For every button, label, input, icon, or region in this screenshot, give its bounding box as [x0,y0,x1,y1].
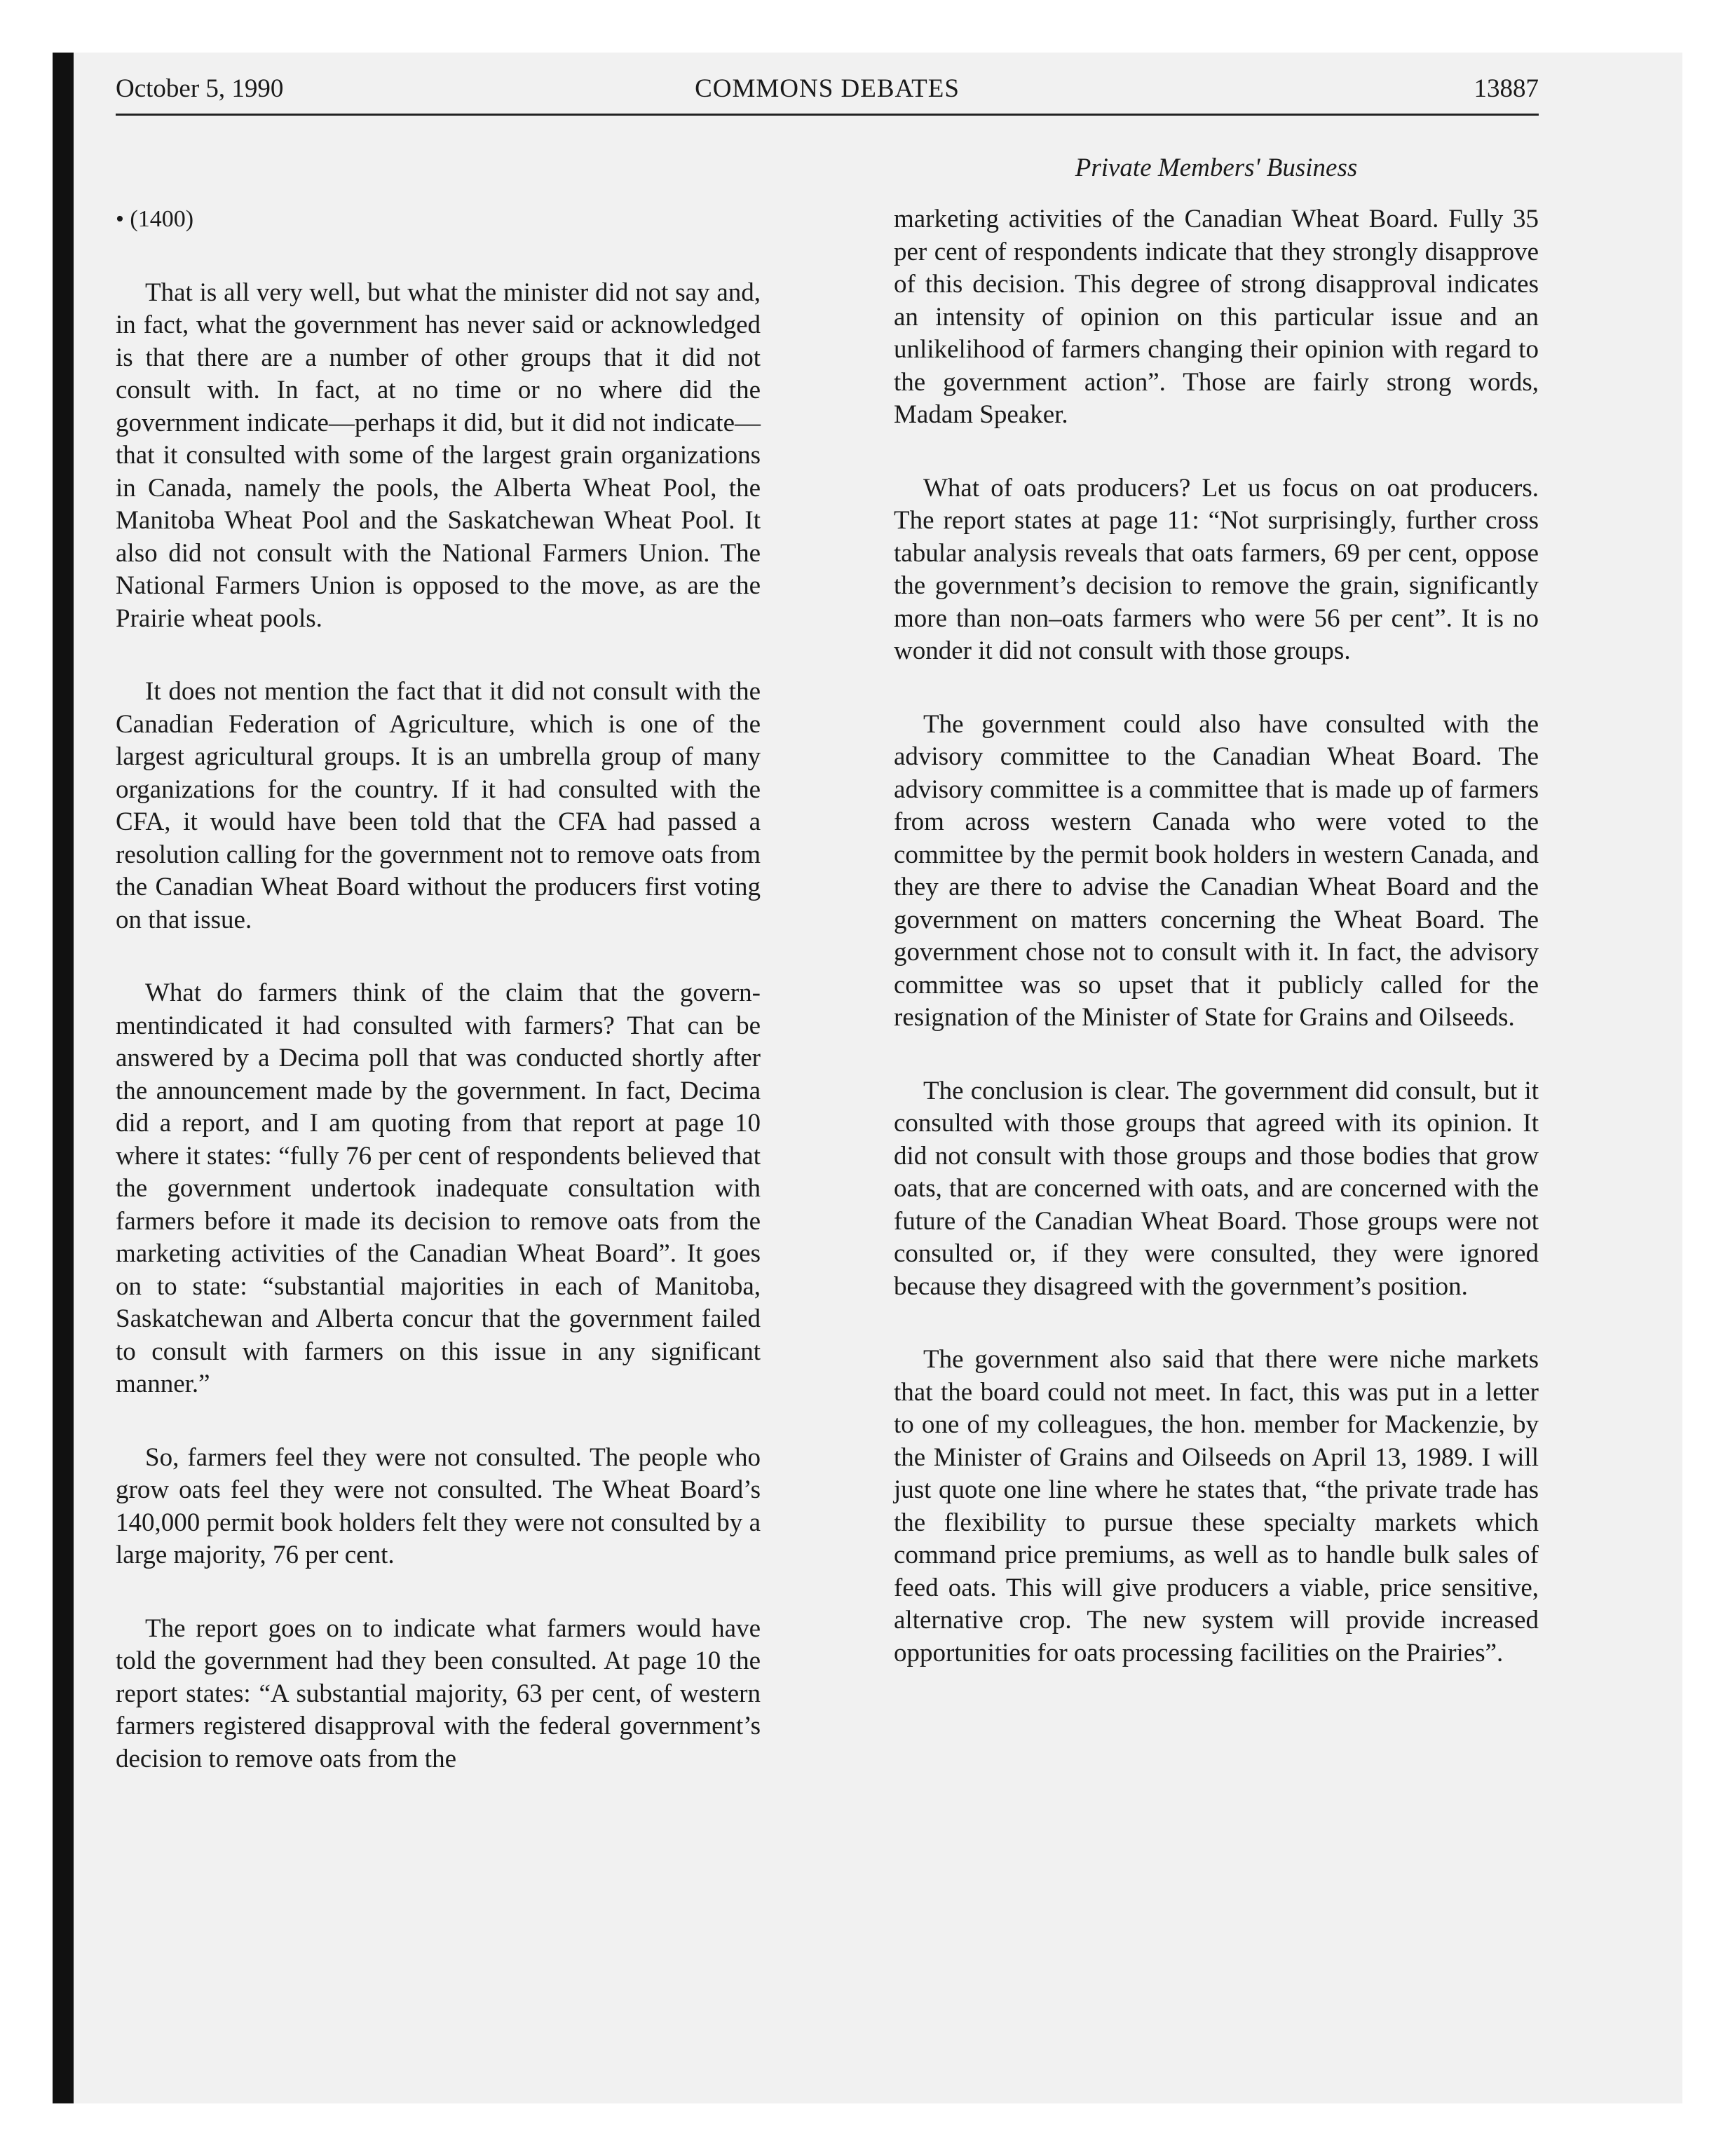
paragraph: What of oats producers? Let us focus on oat producers. The report states at page 11: “Not surprisingly, further cross tabular analysis reveals that oats farmers, 69 per cent, oppose the government’s decision to remove the grain, significantly more than non–oats farmers who were 56 per cent”. It is no wonder it did not consult with those groups. [894,473,1539,665]
paragraph: The conclusion is clear. The government did consult, but it consulted with those groups that agreed with its opinion. It did not consult with those groups and those bodies that grow oats, that are concerned with oats, and are concerned with the future of the Canadian Wheat Board. Those groups were not consulted or, if they were consulted, they were ignored because they disagreed with the government’s position. [894,1076,1539,1301]
paragraph-continuation: marketing activities of the Canadian Wheat Board. Fully 35 per cent of respondents indicate that they strongly disapprove of this decision. This degree of strong disapproval indicates an intensity of opinion on this particular issue and an unlikelihood of farmers changing their opinion with regard to the government action”. Those are fairly strong words, Madam Speaker. [894,205,1539,429]
header-date: October 5, 1990 [116,74,284,103]
right-column [894,203,1539,1710]
paragraph: The report goes on to indicate what farmers would have told the government had they been consulted. At page 10 the report states: “A substantial majority, 63 per cent, of western farmers registered disapproval with the federal government’s decision to remove oats from the [116,1613,761,1773]
left-column [116,203,761,1816]
paragraph: The government also said that there were niche markets that the board could not meet. In fact, this was put in a letter to one of my colleagues, the hon. member for Mackenzie, by the Minister of Grains and Oilseeds on April 13, 1989. I will just quote one line where he states that, “the private trade has the flexibility to pursue these specialty markets which command price premiums, as well as to handle bulk sales of feed oats. This will give producers a viable, price sensitive, alternative crop. The new system will provide increased opportunities for oats processing facilities on the Prairies”. [894,1345,1539,1667]
header-title: COMMONS DEBATES [695,74,960,103]
paragraph: So, farmers feel they were not consulted. The people who grow oats feel they were not consulted. The Wheat Board’s 140,000 permit book holders felt they were not consulted by a large majority, 76 per cent. [116,1442,761,1569]
paragraph: It does not mention the fact that it did not consult with the Canadian Federation of Agriculture, which is one of the largest agricultural groups. It is an umbrella group of many organizations for the country. If it had consulted with the CFA, it would have been told that the CFA had passed a resolution calling for the government not to remove oats from the Canadian Wheat Board without the producers first voting on that issue. [116,677,761,934]
paragraph: The government could also have consulted with the advisory committee to the Canadian Wheat Board. The advisory committee is a committee that is made up of farmers from across western Canada who were voted to the committee by the permit book holders in western Canada, and they are there to advise the Canadian Wheat Board and the government on matters concerning the Wheat Board. The government chose not to consult with it. In fact, the advisory committee was so upset that it publicly called for the resignation of the Minister of State for Grains and Oilseeds. [894,709,1539,1032]
paragraph: That is all very well, but what the minister did not say and, in fact, what the government has never said or acknowledged is that there are a number of other groups that it did not consult with. In fact, at no time or no where did the government indicate—perhaps it did, but it did not indicate—that it consulted with some of the largest grain organizations in Canada, namely the pools, the Alberta Wheat Pool, the Manitoba Wheat Pool and the Saskatchewan Wheat Pool. It also did not consult with the National Farmers Union. The National Farmers Union is opposed to the move, as are the Prairie wheat pools. [116,278,761,633]
header-page-number: 13887 [1474,74,1539,103]
section-heading: Private Members' Business [1075,153,1358,182]
header-rule [116,114,1539,116]
page-header [116,74,1539,116]
time-marker: • (1400) [116,206,194,232]
scan-edge-shadow [53,53,74,2103]
paragraph: What do farmers think of the claim that the governmentindicated it had consulted with farmers? That can be answered by a Decima poll that was conducted shortly after the announcement made by the government. In fact, Decima did a report, and I am quoting from that report at page 10 where it states: “fully 76 per cent of respondents believed that the government undertook inadequate consultation with farmers before it made its decision to remove oats from the marketing activities of the Canadian Wheat Board”. It goes on to state: “substantial majorities in each of Manitoba, Saskatchewan and Alberta concur that the government failed to consult with farmers on this issue in any significant manner.” [116,978,761,1398]
